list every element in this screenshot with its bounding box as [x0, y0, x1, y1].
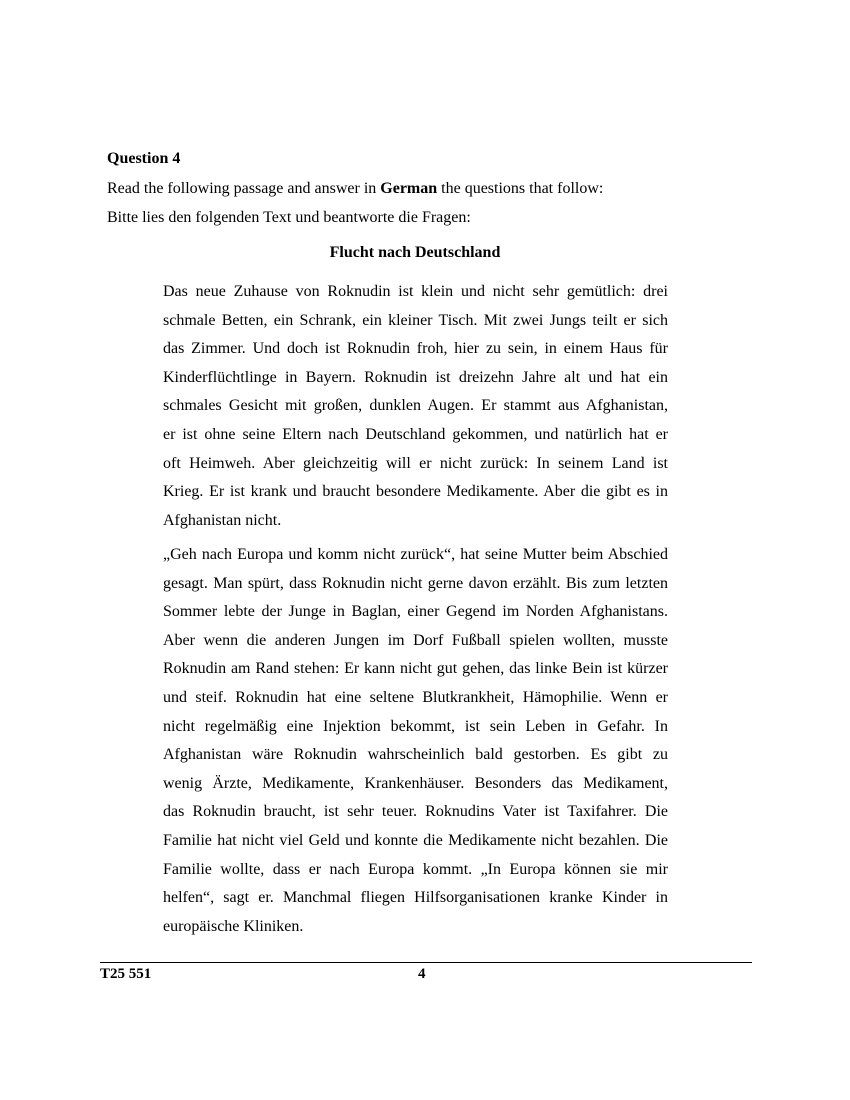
- instruction-bold-language: German: [380, 180, 438, 197]
- passage-paragraph-1: [163, 278, 668, 535]
- paragraph-line: Roknudin am Rand stehen: Er kann nicht gut gehen, das linke Bein ist kürzer: [163, 660, 668, 678]
- passage-title: Flucht nach Deutschland: [329, 244, 501, 261]
- paragraph-line: Afghanistan nicht.: [163, 511, 282, 529]
- paragraph-line: Kinderflüchtlinge in Bayern. Roknudin ist dreizehn Jahre alt und hat ein: [163, 368, 668, 386]
- paragraph-line: Krieg. Er ist krank und braucht besondere Medikamente. Aber die gibt es in: [163, 483, 668, 501]
- paragraph-line: Das neue Zuhause von Roknudin ist klein und nicht sehr gemütlich: drei: [163, 283, 668, 300]
- paragraph-line: schmale Betten, ein Schrank, ein kleiner Tisch. Mit zwei Jungs teilt er sich: [163, 311, 668, 329]
- paragraph-line: Familie hat nicht viel Geld und konnte die Medikamente nicht bezahlen. Die: [163, 831, 668, 849]
- footer-exam-code: T25 551: [100, 966, 152, 982]
- paragraph-line: nicht regelmäßig eine Injektion bekommt, ist sein Leben in Gefahr. In: [163, 717, 668, 735]
- footer-page-number: 4: [418, 966, 426, 982]
- paragraph-line: helfen“, sagt er. Manchmal fliegen Hilfsorganisationen kranke Kinder in: [163, 889, 668, 907]
- paragraph-line: wenig Ärzte, Medikamente, Krankenhäuser. Besonders das Medikament,: [163, 774, 668, 792]
- paragraph-line: „Geh nach Europa und komm nicht zurück“, hat seine Mutter beim Abschied: [163, 546, 668, 563]
- question-heading: Question 4: [107, 150, 181, 167]
- paragraph-line: schmales Gesicht mit großen, dunklen Augen. Er stammt aus Afghanistan,: [163, 397, 668, 415]
- paragraph-line: Familie wollte, dass er nach Europa kommt. „In Europa können sie mir: [163, 860, 668, 878]
- paragraph-line: Sommer lebte der Junge in Baglan, einer Gegend im Norden Afghanistans.: [163, 603, 668, 621]
- instruction-before: Read the following passage and answer in: [107, 180, 381, 197]
- paragraph-line: Afghanistan wäre Roknudin wahrscheinlich bald gestorben. Es gibt zu: [163, 746, 668, 764]
- paragraph-line: Aber wenn die anderen Jungen im Dorf Fußball spielen wollten, musste: [163, 631, 668, 649]
- paragraph-line: das Zimmer. Und doch ist Roknudin froh, hier zu sein, in einem Haus für: [163, 340, 668, 358]
- passage-paragraph-2: [163, 541, 668, 941]
- paragraph-line: oft Heimweh. Aber gleichzeitig will er nicht zurück: In seinem Land ist: [163, 454, 668, 472]
- footer-divider: [100, 962, 752, 963]
- instruction-english: [107, 179, 603, 199]
- instruction-after: the questions that follow:: [437, 180, 604, 197]
- paragraph-line: das Roknudin braucht, ist sehr teuer. Roknudins Vater ist Taxifahrer. Die: [163, 803, 668, 821]
- paragraph-line: gesagt. Man spürt, dass Roknudin nicht gerne davon erzählt. Bis zum letzten: [163, 574, 668, 592]
- paragraph-line: er ist ohne seine Eltern nach Deutschland gekommen, und natürlich hat er: [163, 425, 668, 443]
- paragraph-line: und steif. Roknudin hat eine seltene Blutkrankheit, Hämophilie. Wenn er: [163, 688, 668, 706]
- paragraph-line: europäische Kliniken.: [163, 917, 304, 935]
- instruction-german: Bitte lies den folgenden Text und beantworte die Fragen:: [107, 209, 471, 226]
